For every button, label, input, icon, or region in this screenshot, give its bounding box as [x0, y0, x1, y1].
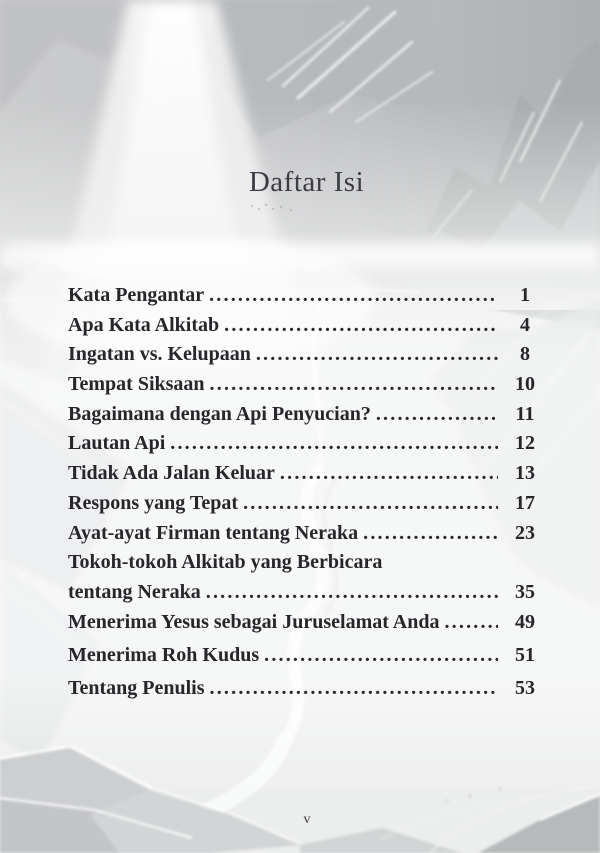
- toc-entry-label: Lautan Api: [68, 432, 166, 455]
- toc-entry-page: 51: [515, 643, 535, 666]
- toc-entry-page: 35: [515, 580, 535, 603]
- toc-entry[interactable]: [68, 578, 545, 608]
- toc-entry[interactable]: [68, 674, 545, 704]
- toc-dot-leader: [209, 281, 498, 311]
- toc-entry[interactable]: [68, 641, 545, 671]
- toc-entry[interactable]: [68, 429, 545, 459]
- toc-dot-leader: [444, 608, 498, 638]
- toc-dot-leader: [210, 370, 498, 400]
- toc-entry-page: 4: [520, 313, 530, 336]
- toc-dot-leader: [264, 641, 498, 671]
- toc-entry[interactable]: [68, 370, 545, 400]
- toc-entry[interactable]: [68, 400, 545, 430]
- toc-entry-label: Bagaimana dengan Api Penyucian?: [68, 402, 371, 425]
- toc-dot-leader: [256, 340, 498, 370]
- toc-entry-page: 1: [520, 284, 530, 306]
- toc-dot-leader: [210, 674, 498, 704]
- page-number: v: [303, 812, 311, 827]
- toc-entry-label: Kata Pengantar: [68, 284, 205, 306]
- toc-entry[interactable]: [68, 519, 545, 549]
- toc-entry-label: Menerima Roh Kudus: [68, 643, 260, 666]
- toc-entry-page: 53: [515, 676, 535, 699]
- toc-dot-leader: [206, 578, 498, 608]
- toc-entry-page: 11: [515, 402, 535, 425]
- toc-entry[interactable]: [68, 489, 545, 519]
- toc-entry-label: Tokoh-tokoh Alkitab yang Berbicara: [68, 551, 383, 574]
- toc-entry-label: Tidak Ada Jalan Keluar: [68, 462, 275, 485]
- toc-list: [68, 281, 545, 704]
- toc-entry-label: Tentang Penulis: [68, 676, 205, 699]
- toc-entry-page: 49: [515, 610, 535, 633]
- toc-dot-leader: [224, 311, 498, 341]
- toc-dot-leader: [376, 400, 498, 430]
- toc-entry-label: Apa Kata Alkitab: [68, 313, 220, 336]
- toc-entry-page: 17: [515, 491, 535, 514]
- toc-entry-page: 8: [520, 343, 530, 366]
- toc-entry-page: 12: [515, 432, 535, 455]
- toc-dot-leader: [243, 489, 498, 519]
- toc-dot-leader: [280, 459, 498, 489]
- toc-entry[interactable]: [68, 608, 545, 638]
- toc-entry-label: tentang Neraka: [68, 580, 201, 603]
- toc-dot-leader: [170, 429, 498, 459]
- toc-entry[interactable]: [68, 459, 545, 489]
- toc-entry-label: Respons yang Tepat: [68, 491, 239, 514]
- toc-entry[interactable]: [68, 548, 545, 578]
- toc-entry-label: Ingatan vs. Kelupaan: [68, 343, 251, 366]
- toc-entry-label: Tempat Siksaan: [68, 373, 205, 396]
- toc-entry-page: 13: [515, 462, 535, 485]
- toc-entry-page: 10: [515, 373, 535, 396]
- toc-entry[interactable]: [68, 281, 545, 311]
- toc-entry[interactable]: [68, 340, 545, 370]
- toc-entry-page: 23: [515, 521, 535, 544]
- toc-dot-leader: [363, 519, 498, 549]
- toc-entry-label: Menerima Yesus sebagai Juruselamat Anda: [68, 610, 440, 633]
- page-title: Daftar Isi: [248, 166, 365, 198]
- toc-entry-label: Ayat-ayat Firman tentang Neraka: [68, 521, 359, 544]
- toc-entry[interactable]: [68, 311, 545, 341]
